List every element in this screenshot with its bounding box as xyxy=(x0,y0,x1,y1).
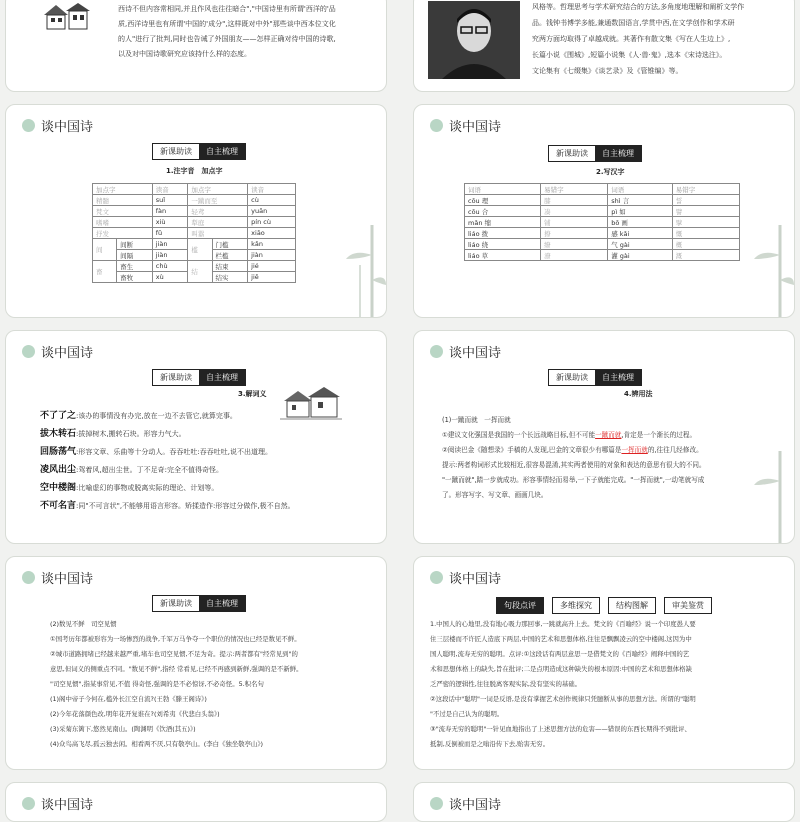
list-item: 凌风出尘:驾着风,超出尘世。丁不足奇:完全不值得奇怪。 xyxy=(40,465,223,475)
tab-passage-comment[interactable]: 句段点评 xyxy=(496,597,544,614)
tab-preview[interactable]: 新课助读 xyxy=(153,144,199,159)
title-dot-icon xyxy=(22,797,35,810)
tab-bar xyxy=(152,369,246,386)
bamboo-decoration xyxy=(750,225,794,317)
slide-title: 谈中国诗 xyxy=(41,797,94,813)
title-dot-icon xyxy=(430,571,443,584)
title-dot-icon xyxy=(430,345,443,358)
table-row: 嗜嗜 xiù 犁庭 pín cù xyxy=(93,217,296,228)
tab-aesthetic[interactable]: 审美鉴赏 xyxy=(664,597,712,614)
table-row: liáo 绕 缭 气 gài 概 xyxy=(465,239,740,250)
tab-bar xyxy=(548,369,642,386)
tab-preview[interactable]: 新课助读 xyxy=(549,370,595,385)
tab-multi-inquiry[interactable]: 多维探究 xyxy=(552,597,600,614)
table-row: 抒发 fǔ 叫嚣 xiāo xyxy=(93,228,296,239)
slide-usage xyxy=(413,330,795,544)
list-item: 不了了之:该办的事情没有办完,放在一边不去管它,就算完事。 xyxy=(40,411,237,421)
slide-characters xyxy=(413,104,795,318)
slide-title: 谈中国诗 xyxy=(449,571,502,587)
list-item: 回肠荡气:形容文章、乐曲等十分动人。吞吞吐吐:吞吞吐吐,说不出道理。 xyxy=(40,447,272,457)
house-illustration xyxy=(42,1,92,31)
tab-self-study[interactable]: 自主梳理 xyxy=(199,144,245,159)
tab-preview[interactable]: 新课助读 xyxy=(549,146,595,161)
tab-bar xyxy=(152,595,246,612)
slide-title: 谈中国诗 xyxy=(449,119,502,135)
slide-title: 谈中国诗 xyxy=(41,571,94,587)
pronunciation-table xyxy=(92,183,296,283)
tab-bar xyxy=(152,143,246,160)
tab-preview[interactable]: 新课助读 xyxy=(153,596,199,611)
slide-synonyms xyxy=(5,556,387,770)
author-portrait xyxy=(428,1,520,79)
slide-title: 谈中国诗 xyxy=(449,797,502,813)
tab-self-study[interactable]: 自主梳理 xyxy=(199,370,245,385)
title-dot-icon xyxy=(22,571,35,584)
table-row: liáo 草 潦 灌 gài 溉 xyxy=(465,250,740,261)
slide-top-left xyxy=(5,0,387,92)
list-item: 拔木转石:拔掉树木,搬转石块。形容力气大。 xyxy=(40,429,186,439)
section-subtitle: 3.解词义 xyxy=(238,390,267,398)
usage-text: (1)一蹴而就 一挥而就 ①建议文化强国是我国的一个长远战略目标,但不可能一蹴而就,肯定是一个渐长的过程。 ②阅读巴金《随想录》手稿的人发现,巴金的文章很少有哪篇是一挥而就的,往往几经修改。 提示:两者构词形式比较相近,很容易混淆,其实两者使用的对象和表达的意思有很大的不同。 "一蹴而就",踏一步就成功。形容事情轻而易举,一下子就能完成。"一挥而就",一动笔就写成 了。形容写字、写文章、画画几块。 xyxy=(442,413,792,503)
bamboo-decoration xyxy=(750,451,794,543)
tab-structure-diagram[interactable]: 结构图解 xyxy=(608,597,656,614)
section-subtitle: 1.注字音 加点字 xyxy=(166,167,223,175)
table-row: 加点字 读音 加点字 读音 xyxy=(93,184,296,195)
table-row: cōu 理 膝 shì 言 誓 xyxy=(465,195,740,206)
table-row: 梵文 fàn 轻鸢 yuān xyxy=(93,206,296,217)
title-dot-icon xyxy=(430,797,443,810)
title-dot-icon xyxy=(22,345,35,358)
slide-top-right xyxy=(413,0,795,92)
table-row: liáo 拨 撩 感 kǎi 慨 xyxy=(465,228,740,239)
tab-bar xyxy=(548,145,642,162)
slide-title: 谈中国诗 xyxy=(449,345,502,361)
slide-analysis xyxy=(413,556,795,770)
table-row: 精髓 suǐ 一蹴而至 cù xyxy=(93,195,296,206)
tab-preview[interactable]: 新课助读 xyxy=(153,370,199,385)
bamboo-decoration xyxy=(342,225,386,317)
top-left-text: 西诗不但内容常相同,并且作风也往往暗合","中国诗里有所谓'西洋的'品 质,西洋诗里也有所谓'中国的'成分",这样既对中外"那些谈中西本位文化 的人"进行了批判,同时也告诫了外国朋友——怎样正确对待中国的诗歌, 以及对中国诗歌研究应该持什么样的态度。 xyxy=(118,5,336,58)
table-row: 畜牧 xù 结实 jiē xyxy=(93,272,296,283)
table-row: cōu 合 凑 pì 如 譬 xyxy=(465,206,740,217)
section-subtitle: 2.写汉字 xyxy=(596,168,625,176)
definitions-list xyxy=(40,407,380,515)
table-row: 间隔 jiàn 栏槛 jiàn xyxy=(93,250,296,261)
tab-self-study[interactable]: 自主梳理 xyxy=(199,596,245,611)
synonyms-text: (2)数见不鲜 司空见惯 ①国考历年都被形容为一场惨烈的战争,千军万马争夺一个职位的情况也已经是数见不鲜。 ②城市道路拥堵已经越来越严重,堵车也司空见惯,不足为奇。提示:两者都有"经常见到"的 意思,但词义的侧重点不同。"数见不鲜",指经 常看见,已经不再感到新鲜,强调的是不新鲜。 "司空见惯",指某事常见,不值 得奇怪,强调的是不必惊讶,不必奇怪。5.积名句 (1)阁中帝子今何在,槛外长江空自流?(王勃《滕王阁诗》) (2)今年花落颜色改,明年花开复谁在?(刘希夷《代悲白头翁》) (3)采菊东篱下,悠然见南山。(陶渊明《饮酒(其五)》) (4)众鸟高飞尽,孤云独去闲。相看两不厌,只有敬亭山。(李白《独坐敬亭山》) xyxy=(50,620,303,748)
title-dot-icon xyxy=(430,119,443,132)
title-dot-icon xyxy=(22,119,35,132)
slide-bottom-left xyxy=(5,782,387,822)
slide-title: 谈中国诗 xyxy=(41,345,94,361)
table-row: 词语 易错字 词语 易错字 xyxy=(465,184,740,195)
tab-self-study[interactable]: 自主梳理 xyxy=(595,370,641,385)
list-item: 不可名言:同"不可言状",不能够用语言形容。矫揉造作:形容过分做作,极不自然。 xyxy=(40,501,295,511)
characters-table xyxy=(464,183,740,261)
tab-self-study[interactable]: 自主梳理 xyxy=(595,146,641,161)
author-bio: 风格等。哲理思考与学术研究结合的方法,多角度地理解和阐析文学作 品。钱钟书博学多能,兼通数国语言,学贯中西,在文学创作和学术研 究两方面均取得了卓越成就。其著作有散文集《写在人生边上》, 长篇小说《围城》,短篇小说集《人·兽·鬼》,选本《宋诗选注》。 文论集有《七缀集》《谈艺录》及《管锥编》等。 xyxy=(532,3,745,75)
slide-word-meanings xyxy=(5,330,387,544)
table-row: 畜 畜生 chù 结 结束 jié xyxy=(93,261,296,272)
slide-pronunciation xyxy=(5,104,387,318)
usage-example-1: ①建议文化强国是我国的一个长远战略目标,但不可能一蹴而就,肯定是一个渐长的过程。 xyxy=(442,431,697,439)
usage-example-2: ②阅读巴金《随想录》手稿的人发现,巴金的文章很少有哪篇是一挥而就的,往往几经修改。 xyxy=(442,446,703,454)
table-row: mǎn 缩 铺 bō 画 擘 xyxy=(465,217,740,228)
table-row: 间 间断 jiàn 槛 门槛 kǎn xyxy=(93,239,296,250)
section-subtitle: 4.辨用法 xyxy=(624,390,653,398)
slide-bottom-right xyxy=(413,782,795,822)
analysis-text: 1.中国人的心地里,没有地心吸力那回事,一跳就高升上去。梵文的《百喻经》说一个印度愚人要 住三层楼而不许匠人造底下两层,中国的艺术和思想体格,往往是飘飘凌云的空中楼阁,这因为中 国人聪明,流寿无穷的聪明。点评:①这段话有两层意思一是借梵文的《百喻经》阐释中国的艺 术和思想体格上的缺失,旨在批评;二是点明造成这种缺失的根本原因:中国的艺术和思想体格缺 乏严密的逻辑性,往往脱离客观实际,没有坚实的基础。 ②这段话中"聪明"一词是反语,是没有掌握艺术创作规律只凭臆断从事的思想方法。所谓的"聪明 "不过是自己认为的聪明。 ③"流寿无穷的聪明"一针见血地指出了上述思想方法的危害——错误的东西长期得不到批评、 抵制,反倒被而是之嗡沿传下去,贻害无穷。 xyxy=(430,620,696,748)
slide-title: 谈中国诗 xyxy=(41,119,94,135)
analysis-tab-bar xyxy=(496,597,712,614)
list-item: 空中楼阁:比喻虚幻的事物或脱离实际的理论、计划等。 xyxy=(40,483,219,493)
